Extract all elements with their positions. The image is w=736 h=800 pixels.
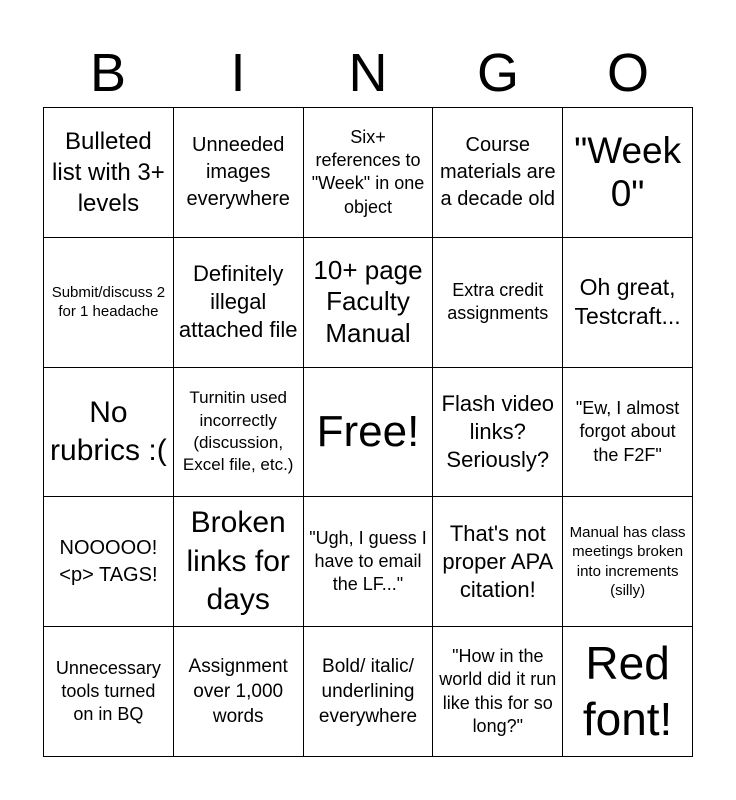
cell-text: Submit/discuss 2 for 1 headache — [51, 283, 166, 321]
header-letter-o: O — [606, 43, 649, 103]
bingo-cell-r2c4[interactable] — [433, 238, 563, 368]
bingo-cell-r4c4[interactable] — [433, 497, 563, 627]
cell-text: Red font! — [582, 637, 673, 745]
cell-text: Broken links for days — [186, 506, 290, 616]
bingo-cell-r2c3[interactable] — [304, 238, 434, 368]
bingo-cell-r4c1[interactable] — [44, 497, 174, 627]
cell-text: NOOOOO! <p> TAGS! — [59, 536, 158, 586]
cell-text: No rubrics :( — [50, 395, 167, 467]
cell-text: Six+ references to "Week" in one object — [311, 126, 425, 217]
cell-text: Turnitin used incorrectly (discussion, Excel file, etc.) — [182, 388, 294, 475]
cell-text: "Ugh, I guess I have to email the LF..." — [309, 527, 427, 595]
bingo-cell-r2c1[interactable] — [44, 238, 174, 368]
bingo-cell-r3c1[interactable] — [44, 368, 174, 498]
bingo-cell-r2c5[interactable] — [563, 238, 693, 368]
bingo-cell-r3c3[interactable] — [304, 368, 434, 498]
cell-text: That's not proper APA citation! — [442, 520, 554, 602]
bingo-board — [43, 107, 693, 757]
bingo-cell-r5c2[interactable] — [174, 627, 304, 757]
bingo-cell-r5c3[interactable] — [304, 627, 434, 757]
cell-text: Bold/ italic/ underlining everywhere — [318, 655, 418, 728]
bingo-header — [43, 40, 693, 106]
header-letter-b: B — [89, 43, 127, 103]
cell-text: Unnecessary tools turned on in BQ — [55, 657, 161, 725]
header-letter-n: N — [348, 43, 388, 103]
cell-text: Definitely illegal attached file — [178, 260, 298, 343]
cell-text: "How in the world did it run like this for so long?" — [439, 645, 557, 736]
cell-text: Free! — [316, 407, 420, 457]
bingo-cell-r1c5[interactable] — [563, 108, 693, 238]
bingo-cell-r5c5[interactable] — [563, 627, 693, 757]
header-letter-i: I — [230, 43, 246, 103]
cell-text: "Ew, I almost forgot about the F2F" — [575, 397, 680, 465]
bingo-cell-r3c5[interactable] — [563, 368, 693, 498]
bingo-cell-r1c3[interactable] — [304, 108, 434, 238]
bingo-cell-r4c5[interactable] — [563, 497, 693, 627]
bingo-cell-r2c2[interactable] — [174, 238, 304, 368]
cell-text: "Week 0" — [574, 130, 682, 215]
cell-text: Oh great, Testcraft... — [574, 273, 681, 330]
bingo-cell-r1c2[interactable] — [174, 108, 304, 238]
cell-text: Bulleted list with 3+ levels — [52, 127, 165, 217]
cell-text: Course materials are a decade old — [439, 133, 556, 210]
bingo-cell-r3c4[interactable] — [433, 368, 563, 498]
cell-text: Extra credit assignments — [447, 279, 549, 324]
cell-text: 10+ page Faculty Manual — [313, 254, 423, 349]
bingo-cell-r4c2[interactable] — [174, 497, 304, 627]
bingo-cell-r5c1[interactable] — [44, 627, 174, 757]
cell-text: Flash video links? Seriously? — [441, 390, 555, 473]
cell-text: Unneeded images everywhere — [186, 133, 290, 210]
bingo-cell-r4c3[interactable] — [304, 497, 434, 627]
bingo-cell-r1c1[interactable] — [44, 108, 174, 238]
cell-text: Manual has class meetings broken into increments (silly) — [569, 523, 686, 600]
header-letter-g: G — [476, 43, 519, 103]
bingo-cell-r5c4[interactable] — [433, 627, 563, 757]
cell-text: Assignment over 1,000 words — [188, 655, 288, 728]
bingo-cell-r3c2[interactable] — [174, 368, 304, 498]
bingo-cell-r1c4[interactable] — [433, 108, 563, 238]
